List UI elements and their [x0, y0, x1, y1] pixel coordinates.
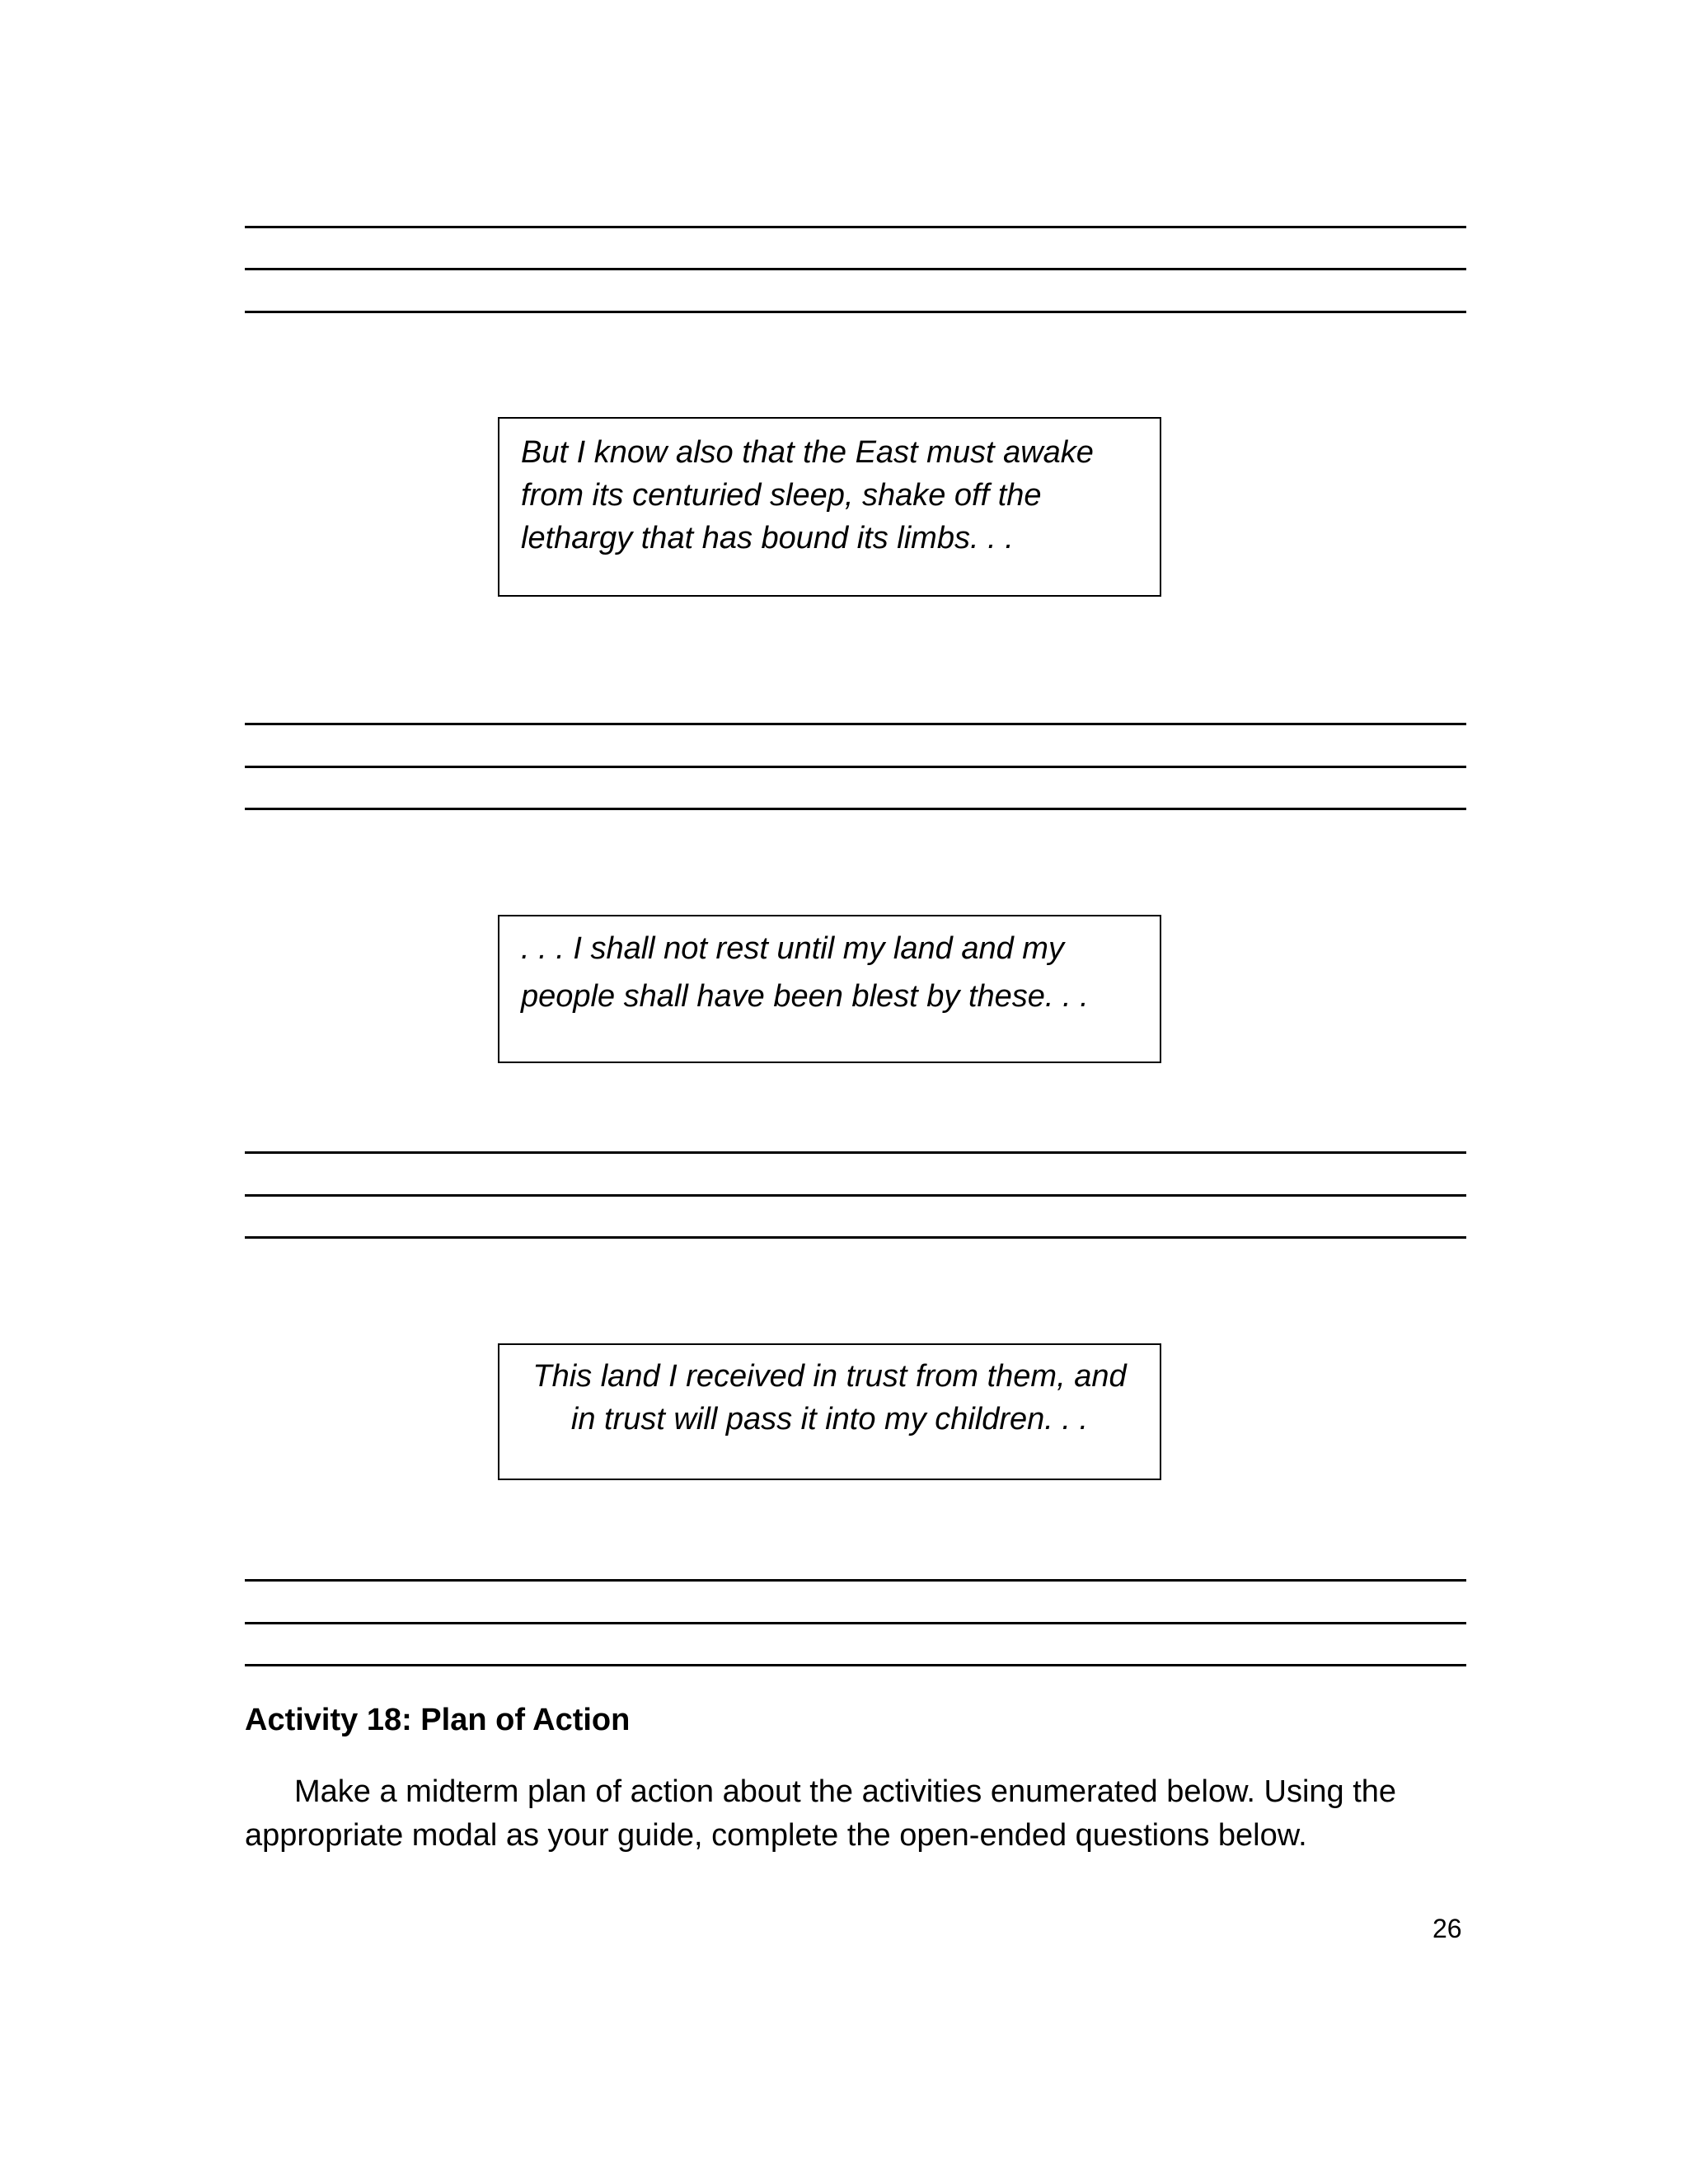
page-number: 26 [1432, 1914, 1462, 1943]
answer-line [245, 808, 1466, 810]
answer-line [245, 226, 1466, 228]
answer-line [245, 1151, 1466, 1154]
activity-instructions: Make a midterm plan of action about the activities enumerated below. Using the appropriate modal as your guide, complete the open-ended questions below. [245, 1774, 1397, 1853]
quote-box-3: This land I received in trust from them, and in trust will pass it into my children. . . [498, 1343, 1161, 1480]
quote-box-2: . . . I shall not rest until my land and my people shall have been blest by these. . . [498, 915, 1161, 1063]
answer-line [245, 1664, 1466, 1666]
answer-line [245, 1579, 1466, 1582]
answer-line [245, 1236, 1466, 1239]
answer-line [245, 1622, 1466, 1624]
answer-line [245, 723, 1466, 725]
answer-line [245, 766, 1466, 768]
answer-line [245, 1194, 1466, 1197]
answer-line [245, 311, 1466, 313]
answer-line [245, 268, 1466, 270]
quote-box-1: But I know also that the East must awake from its centuried sleep, shake off the lethargy that has bound its limbs. . . [498, 417, 1161, 597]
activity-heading: Activity 18: Plan of Action [245, 1703, 631, 1737]
